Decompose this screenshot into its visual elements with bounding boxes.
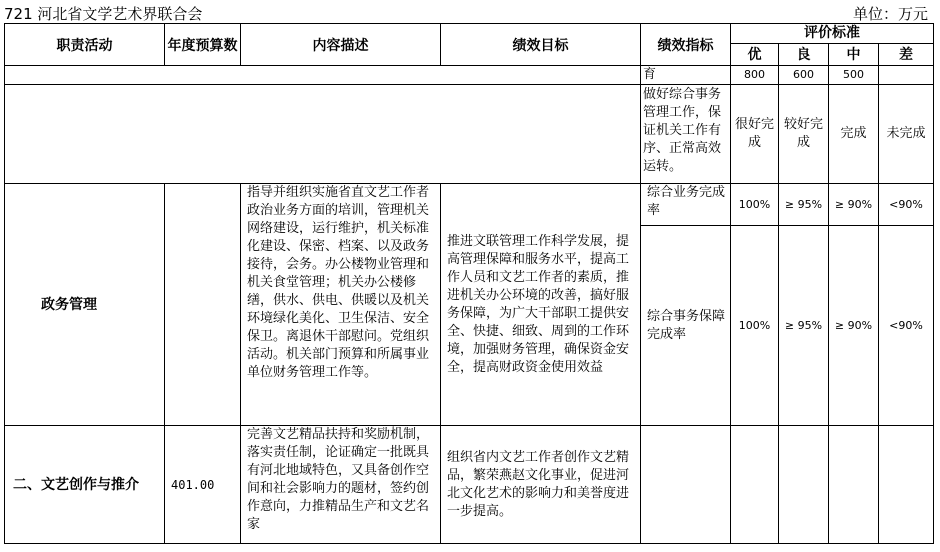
header-row [5, 24, 934, 44]
cont-blank [5, 66, 641, 85]
duty-gov: 政务管理 [5, 184, 165, 426]
grade-fair: 中 [829, 44, 879, 66]
table-row [5, 426, 934, 544]
header-eval-standard: 评价标准 [731, 24, 934, 44]
indicator-gov-1: 综合业务完成率 [641, 184, 731, 226]
unit-label: 单位：万元 [852, 5, 928, 23]
value-gov2-good: ≥ 95% [779, 226, 829, 426]
grade-excellent: 优 [731, 44, 779, 66]
value-gov2-fair: ≥ 90% [829, 226, 879, 426]
value-art-good [779, 426, 829, 544]
value-gov1-good: ≥ 95% [779, 184, 829, 226]
header-content: 内容描述 [241, 24, 441, 66]
value-cont-good: 600 [779, 66, 829, 85]
page-title: 721 河北省文学艺术界联合会 [4, 5, 203, 23]
value-art-excellent [731, 426, 779, 544]
grade-poor: 差 [879, 44, 934, 66]
value-art-poor [879, 426, 934, 544]
value-office-excellent: 很好完成 [731, 85, 779, 184]
value-gov1-fair: ≥ 90% [829, 184, 879, 226]
content-art: 完善文艺精品扶持和奖励机制，落实责任制，论证确定一批既具有河北地域特色，又具备创作空间和社会影响力的题材，签约创作意向，力推精品生产和文艺名家 [241, 426, 441, 544]
value-gov2-excellent: 100% [731, 226, 779, 426]
value-cont-fair: 500 [829, 66, 879, 85]
value-gov2-poor: <90% [879, 226, 934, 426]
header-duty: 职责活动 [5, 24, 165, 66]
table-row [5, 184, 934, 226]
budget-gov [165, 184, 241, 426]
value-office-good: 较好完成 [779, 85, 829, 184]
value-office-poor: 未完成 [879, 85, 934, 184]
duty-art: 二、文艺创作与推介 [5, 426, 165, 544]
budget-art: 401.00 [165, 426, 241, 544]
header-indicator: 绩效指标 [641, 24, 731, 66]
value-cont-excellent: 800 [731, 66, 779, 85]
goal-art: 组织省内文艺工作者创作文艺精品，繁荣燕赵文化事业，促进河北文化艺术的影响力和美誉度进一步提高。 [441, 426, 641, 544]
header-budget: 年度预算数 [165, 24, 241, 66]
content-gov: 指导并组织实施省直文艺工作者政治业务方面的培训，管理机关网络建设，运行维护，机关标准化建设、保密、档案、以及政务接待，会务。办公楼物业管理和机关食堂管理；机关办公楼修缮，供水、供电、供暖以及机关环境绿化美化、卫生保洁、安全保卫。离退休干部慰问。党组织活动。机关部门预算和所属事业单位财务管理工作等。 [241, 184, 441, 426]
value-art-fair [829, 426, 879, 544]
value-gov1-excellent: 100% [731, 184, 779, 226]
table-row [5, 85, 934, 184]
indicator-gov-2: 综合事务保障完成率 [641, 226, 731, 426]
indicator-office: 做好综合事务管理工作，保证机关工作有序、正常高效运转。 [641, 85, 731, 184]
office-blank [5, 85, 641, 184]
value-cont-poor [879, 66, 934, 85]
goal-gov: 推进文联管理工作科学发展，提高管理保障和服务水平，提高工作人员和文艺工作者的素质，推进机关办公环境的改善，搞好服务保障，为广大干部职工提供安全、快捷、细致、周到的工作环境，加强财务管理，确保资金安全，提高财政资金使用效益 [441, 184, 641, 426]
table-row [5, 66, 934, 85]
indicator-art [641, 426, 731, 544]
grade-good: 良 [779, 44, 829, 66]
value-gov1-poor: <90% [879, 184, 934, 226]
performance-table [4, 23, 934, 544]
value-office-fair: 完成 [829, 85, 879, 184]
indicator-cont: 育 [641, 66, 731, 85]
header-goal: 绩效目标 [441, 24, 641, 66]
